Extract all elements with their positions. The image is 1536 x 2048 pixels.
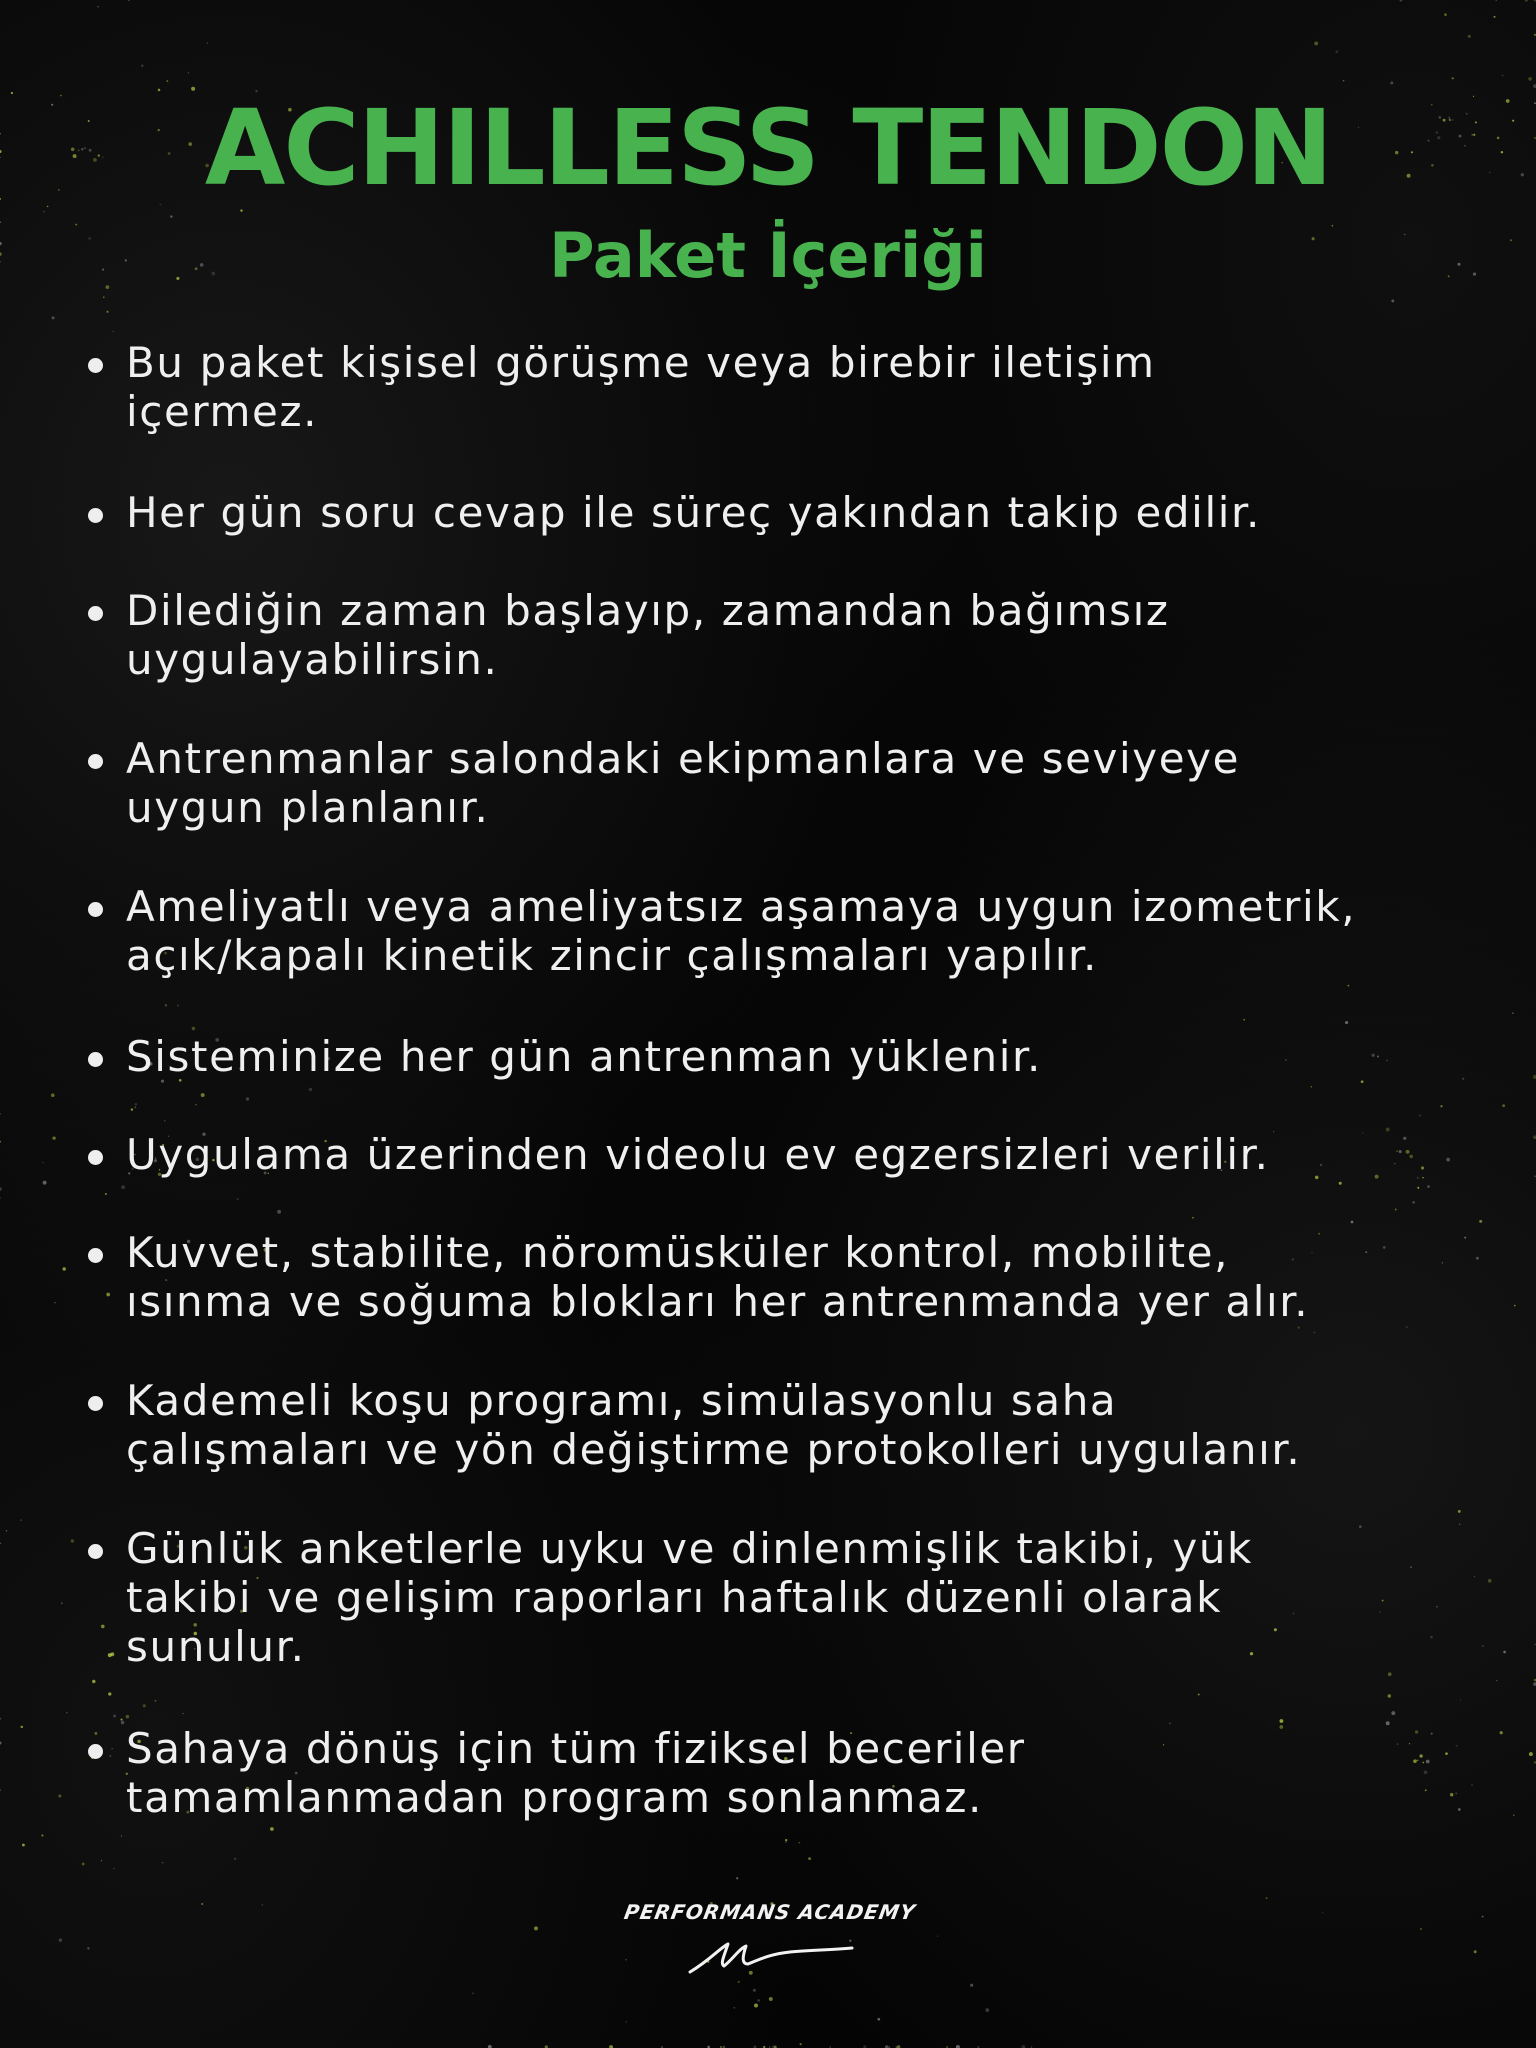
list-item-text: Antrenmanlar salondaki ekipmanlara ve seviyeye uygun planlanır. <box>126 734 1241 832</box>
bullet-icon <box>88 358 103 373</box>
list-item-text: Sahaya dönüş için tüm fiziksel beceriler tamamlanmadan program sonlanmaz. <box>126 1724 1026 1822</box>
list-item-text: Günlük anketlerle uyku ve dinlenmişlik takibi, yük takibi ve gelişim raporları haftalık düzenli olarak sunulur. <box>126 1524 1253 1671</box>
bullet-icon <box>88 1396 103 1411</box>
bullet-icon <box>88 1150 103 1165</box>
brand-logo <box>610 1900 930 1980</box>
bullet-icon <box>88 508 103 523</box>
page-title: ACHILLESS TENDON <box>204 87 1332 209</box>
list-item-text: Her gün soru cevap ile süreç yakından takip edilir. <box>126 488 1261 537</box>
bullet-icon <box>88 902 103 917</box>
bullet-icon <box>88 1544 103 1559</box>
list-item-text: Kademeli koşu programı, simülasyonlu saha çalışmaları ve yön değiştirme protokolleri uygulanır. <box>126 1376 1302 1474</box>
page-subtitle: Paket İçeriği <box>549 219 987 292</box>
list-item-text: Ameliyatlı veya ameliyatsız aşamaya uygun izometrik, açık/kapalı kinetik zincir çalışmaları yapılır. <box>126 882 1357 980</box>
list-item-text: Dilediğin zaman başlayıp, zamandan bağımsız uygulayabilirsin. <box>126 586 1170 684</box>
list-item-text: Bu paket kişisel görüşme veya birebir iletişim içermez. <box>126 338 1156 436</box>
bullet-icon <box>88 1052 103 1067</box>
list-item-text: Kuvvet, stabilite, nöromüsküler kontrol, mobilite, ısınma ve soğuma blokları her antrenmanda yer alır. <box>126 1228 1310 1326</box>
bullet-icon <box>88 1744 103 1759</box>
bullet-icon <box>88 754 103 769</box>
bullet-icon <box>88 606 103 621</box>
list-item-text: Sisteminize her gün antrenman yüklenir. <box>126 1032 1042 1081</box>
list-item-text: Uygulama üzerinden videolu ev egzersizleri verilir. <box>126 1130 1270 1179</box>
signature-swoosh-icon <box>680 1930 860 1980</box>
logo-wordmark: PERFORMANS ACADEMY <box>622 1900 918 1924</box>
bullet-icon <box>88 1248 103 1263</box>
